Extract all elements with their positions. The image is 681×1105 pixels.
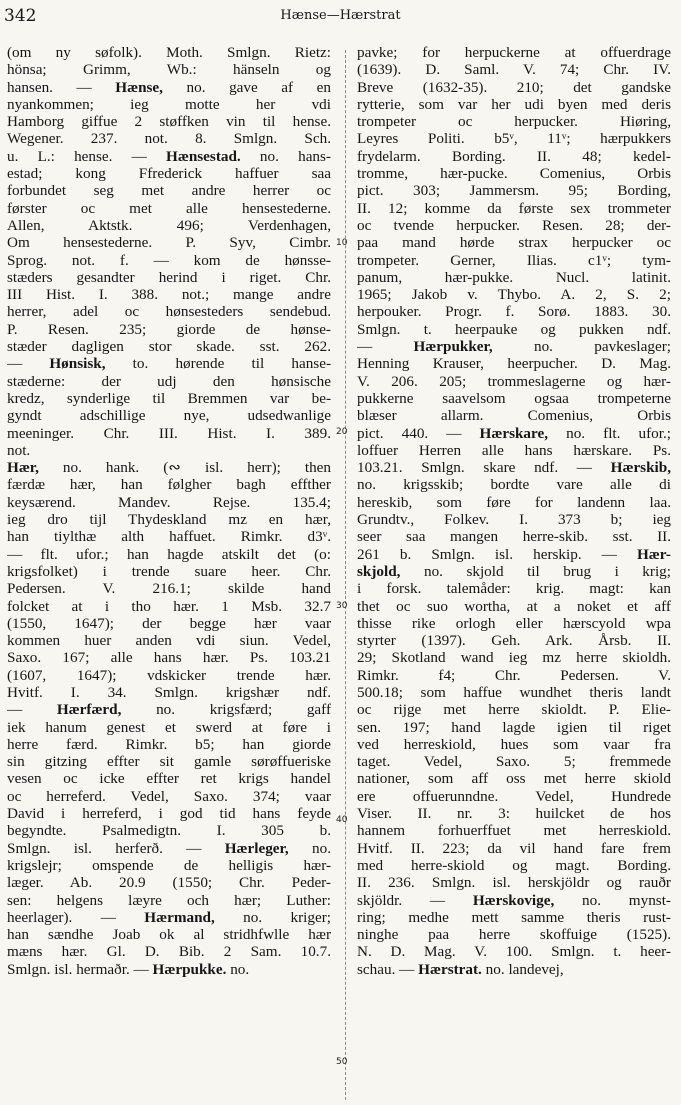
text-line: pict. 303; Jammersm. 95; Bording, — [357, 182, 671, 200]
text-line: ved herreskiold, hues som vaar fra — [357, 735, 671, 753]
text-line: Breve (1632-35). 210; det gandske — [357, 78, 671, 96]
text-line: David i herreferd, i god tid hans feyde — [7, 805, 331, 823]
text-line: pukkerne saavelsom ogsaa trompeterne — [357, 389, 671, 407]
text-line: hereskib, som føre for landenn laa. — [357, 493, 671, 511]
text-line: Hvitf. II. 223; da vil hand fare frem — [357, 839, 671, 857]
text-line: mæns hær. Gl. D. Bib. 2 Sam. 10.7. — [7, 943, 331, 961]
text-line: loffuer Herren alle hans hærskare. Ps. — [357, 441, 671, 459]
text-line: trompeter. Gerner, Ilias. c1ᵛ; tym- — [357, 251, 671, 269]
text-line: rytterie, som var her udi byen med deris — [357, 95, 671, 113]
text-line: ninghe paa herre skoffuige (1525). — [357, 926, 671, 944]
line-number-30: 30 — [336, 601, 348, 611]
text-line: P. Resen. 235; giorde de hønse- — [7, 320, 331, 338]
text-line: ere offuerunndne. Vedel, Hundrede — [357, 787, 671, 805]
left-column — [7, 44, 331, 1099]
text-line: Allen, Aktstk. 496; Verdenhagen, — [7, 216, 331, 234]
text-line: sin gitzing effter sit gamle sørøffueriske — [7, 753, 331, 771]
text-line: begyndte. Psalmedigtn. I. 305 b. — [7, 822, 331, 840]
text-line: sen. 197; hand lagde igien til riget — [357, 718, 671, 736]
text-line: med herre-skiold og magt. Bording. — [357, 856, 671, 874]
text-line: færdæ hær, han følgher bagh effther — [7, 476, 331, 494]
line-number-10: 10 — [336, 238, 348, 248]
line-number-40: 40 — [336, 815, 348, 825]
text-line: seer saa mangen herre-skib. sst. II. — [357, 528, 671, 546]
text-line: Om hensestederne. P. Syv, Cimbr. — [7, 234, 331, 252]
text-line: Viser. II. nr. 3: huilcket de hos — [357, 805, 671, 823]
text-line: blæser allarm. Comenius, Orbis — [357, 407, 671, 425]
text-line: (1639). D. Saml. V. 74; Chr. IV. — [357, 61, 671, 79]
text-line: Smlgn. t. heerpauke og pukken ndf. — [357, 320, 671, 338]
text-line: herpouker. Progr. f. Sorø. 1883. 30. — [357, 303, 671, 321]
text-line: nationer, som aff oss met herre skiold — [357, 770, 671, 788]
running-head: Hænse—Hærstrat — [280, 8, 401, 23]
text-line: skjöldr. — Hærskovige, no. mynst- — [357, 891, 671, 909]
text-line: hönsa; Grimm, Wb.: hänseln og — [7, 61, 331, 79]
column-divider — [345, 50, 346, 1100]
text-line: hansen. — Hænse, no. gave af en — [7, 78, 331, 96]
text-line: N. D. Mag. V. 100. Smlgn. t. heer- — [357, 943, 671, 961]
text-line: herre færd. Rimkr. b5; han giorde — [7, 735, 331, 753]
text-line: heerlager). — Hærmand, no. kriger; — [7, 908, 331, 926]
text-line: Pedersen. V. 216.1; skilde hand — [7, 580, 331, 598]
text-line: Hamborg giffue 2 støffken vin til hense. — [7, 113, 331, 131]
text-line: krigsfolket) i trende suare heer. Chr. — [7, 562, 331, 580]
text-line: II. 236. Smlgn. isl. herskjöldr og rauðr — [357, 874, 671, 892]
text-line: keysærend. Mandev. Rejse. 135.4; — [7, 493, 331, 511]
text-line: læger. Ab. 20.9 (1550; Chr. Peder- — [7, 874, 331, 892]
text-line: Saxo. 167; alle hans hær. Ps. 103.21 — [7, 649, 331, 667]
text-line: Henning Krauser, heerpucher. D. Mag. — [357, 355, 671, 373]
text-line: ring; medhe mett samme theris rust- — [357, 908, 671, 926]
text-line: oc herreferd. Vedel, Saxo. 374; vaar — [7, 787, 331, 805]
text-line: han sændhe Joab ok al stridhfwlle hær — [7, 926, 331, 944]
text-line: III Hist. I. 388. not.; mange andre — [7, 286, 331, 304]
text-line: frydelarm. Bording. II. 48; kedel- — [357, 147, 671, 165]
text-line: oc tvende herpucker. Resen. 28; der- — [357, 216, 671, 234]
text-line: estad; kong Ffrederick haffuer saa — [7, 165, 331, 183]
text-line: forbundet seg met andre herrer oc — [7, 182, 331, 200]
text-line: Rimkr. f4; Chr. Pedersen. V. — [357, 666, 671, 684]
text-line: not. — [7, 441, 31, 459]
text-line: — flt. ufor.; han hagde atskilt det (o: — [7, 545, 331, 563]
text-line: V. 206. 205; trommeslagerne og hær- — [357, 372, 671, 390]
text-line: — Hærfærd, no. krigsfærd; gaff — [7, 701, 331, 719]
text-line: Hvitf. I. 34. Smlgn. krigshær ndf. — [7, 683, 331, 701]
text-line: pavke; for herpuckerne at offuerdrage — [357, 44, 671, 61]
text-line: schau. — Hærstrat. no. landevej, — [357, 960, 564, 978]
text-line: — Hærpukker, no. pavkeslager; — [357, 338, 671, 356]
text-line: hannem forhuerffuet met herreskiold. — [357, 822, 671, 840]
text-line: Grundtv., Folkev. I. 373 b; ieg — [357, 511, 671, 529]
line-number-50: 50 — [336, 1057, 348, 1067]
text-line: Hær, no. hank. (∾ isl. herr); then — [7, 459, 331, 477]
text-line: førster oc met alle hensestederne. — [7, 199, 331, 217]
text-line: 1965; Jakob v. Thybo. A. 2, S. 2; — [357, 286, 671, 304]
text-line: 103.21. Smlgn. skare ndf. — Hærskib, — [357, 459, 671, 477]
text-line: tromme, hær-pucke. Comenius, Orbis — [357, 165, 671, 183]
right-column — [357, 44, 671, 1099]
text-line: Smlgn. isl. herferð. — Hærleger, no. — [7, 839, 331, 857]
text-line: panum, hær-pukke. Nucl. latinit. — [357, 268, 671, 286]
text-line: II. 12; komme da første sex trommeter — [357, 199, 671, 217]
text-line: stæders gesandter herind i riget. Chr. — [7, 268, 331, 286]
text-line: paa mand hørde strax herpucker oc — [357, 234, 671, 252]
text-line: Wegener. 237. not. 8. Smlgn. Sch. — [7, 130, 331, 148]
text-line: 261 b. Smlgn. isl. herskip. — Hær- — [357, 545, 671, 563]
text-line: styrter (1397). Geh. Ark. Årsb. II. — [357, 632, 671, 650]
text-line: iek hanum genest et swerd at føre i — [7, 718, 331, 736]
text-line: nyankommen; ieg motte her vdi — [7, 95, 331, 113]
text-line: u. L.: hense. — Hænsestad. no. hans- — [7, 147, 331, 165]
text-line: folcket at i tho hær. 1 Msb. 32.7 — [7, 597, 331, 615]
text-line: kredz, synderlige til Bremmen var be- — [7, 389, 331, 407]
text-line: taget. Vedel, Saxo. 5; fremmede — [357, 753, 671, 771]
text-line: i forsk. talemåder: krig. magt: kan — [357, 580, 671, 598]
text-line: thisse rike orlogh eller hærscyold wpa — [357, 614, 671, 632]
text-line: no. krigsskib; bordte vare alle di — [357, 476, 671, 494]
text-line: stæder dagligen stor skade. sst. 262. — [7, 338, 331, 356]
text-line: meeninger. Chr. III. Hist. I. 389. — [7, 424, 331, 442]
text-line: ieg dro tijl Thydeskland mz en hær, — [7, 511, 331, 529]
text-line: kommen huer anden vdi siun. Vedel, — [7, 632, 331, 650]
text-line: vesen oc icke effter ret krigs handel — [7, 770, 331, 788]
text-line: (om ny søfolk). Moth. Smlgn. Rietz: — [7, 44, 331, 61]
text-line: 29; Skotland wand ieg mz herre skioldh. — [357, 649, 671, 667]
text-line: han tiylthæ alth haffuet. Rimkr. d3ᵛ. — [7, 528, 331, 546]
text-line: (1550, 1647); der begge hær vaar — [7, 614, 331, 632]
page-number: 342 — [4, 6, 37, 26]
text-line: (1607, 1647); vdskicker trende hær. — [7, 666, 331, 684]
text-line: — Hønsisk, to. hørende til hanse- — [7, 355, 331, 373]
line-number-20: 20 — [336, 427, 348, 437]
text-line: herrer, adel oc hønsesteders sendebud. — [7, 303, 331, 321]
text-line: stæderne: der udj den hønsische — [7, 372, 331, 390]
page-header — [0, 0, 681, 40]
text-line: thet oc suo wortha, at a noket et aff — [357, 597, 671, 615]
text-line: oc rijge met herre skioldt. P. Elie- — [357, 701, 671, 719]
text-line: Sprog. not. f. — kom de hønsse- — [7, 251, 331, 269]
text-line: 500.18; som haffue wundhet theris landt — [357, 683, 671, 701]
text-line: sen: helgens læyre och hær; Luther: — [7, 891, 331, 909]
text-line: gyndt adschillige nye, udsedwanlige — [7, 407, 331, 425]
text-line: skjold, no. skjold til brug i krig; — [357, 562, 671, 580]
text-line: krigslejr; omspende de helligis hær- — [7, 856, 331, 874]
text-line: trompeter oc herpucker. Hiøring, — [357, 113, 671, 131]
text-line: Smlgn. isl. hermaðr. — Hærpukke. no. — [7, 960, 250, 978]
text-line: Leyres Politi. b5ᵛ, 11ᵛ; hærpukkers — [357, 130, 671, 148]
text-line: pict. 440. — Hærskare, no. flt. ufor.; — [357, 424, 671, 442]
